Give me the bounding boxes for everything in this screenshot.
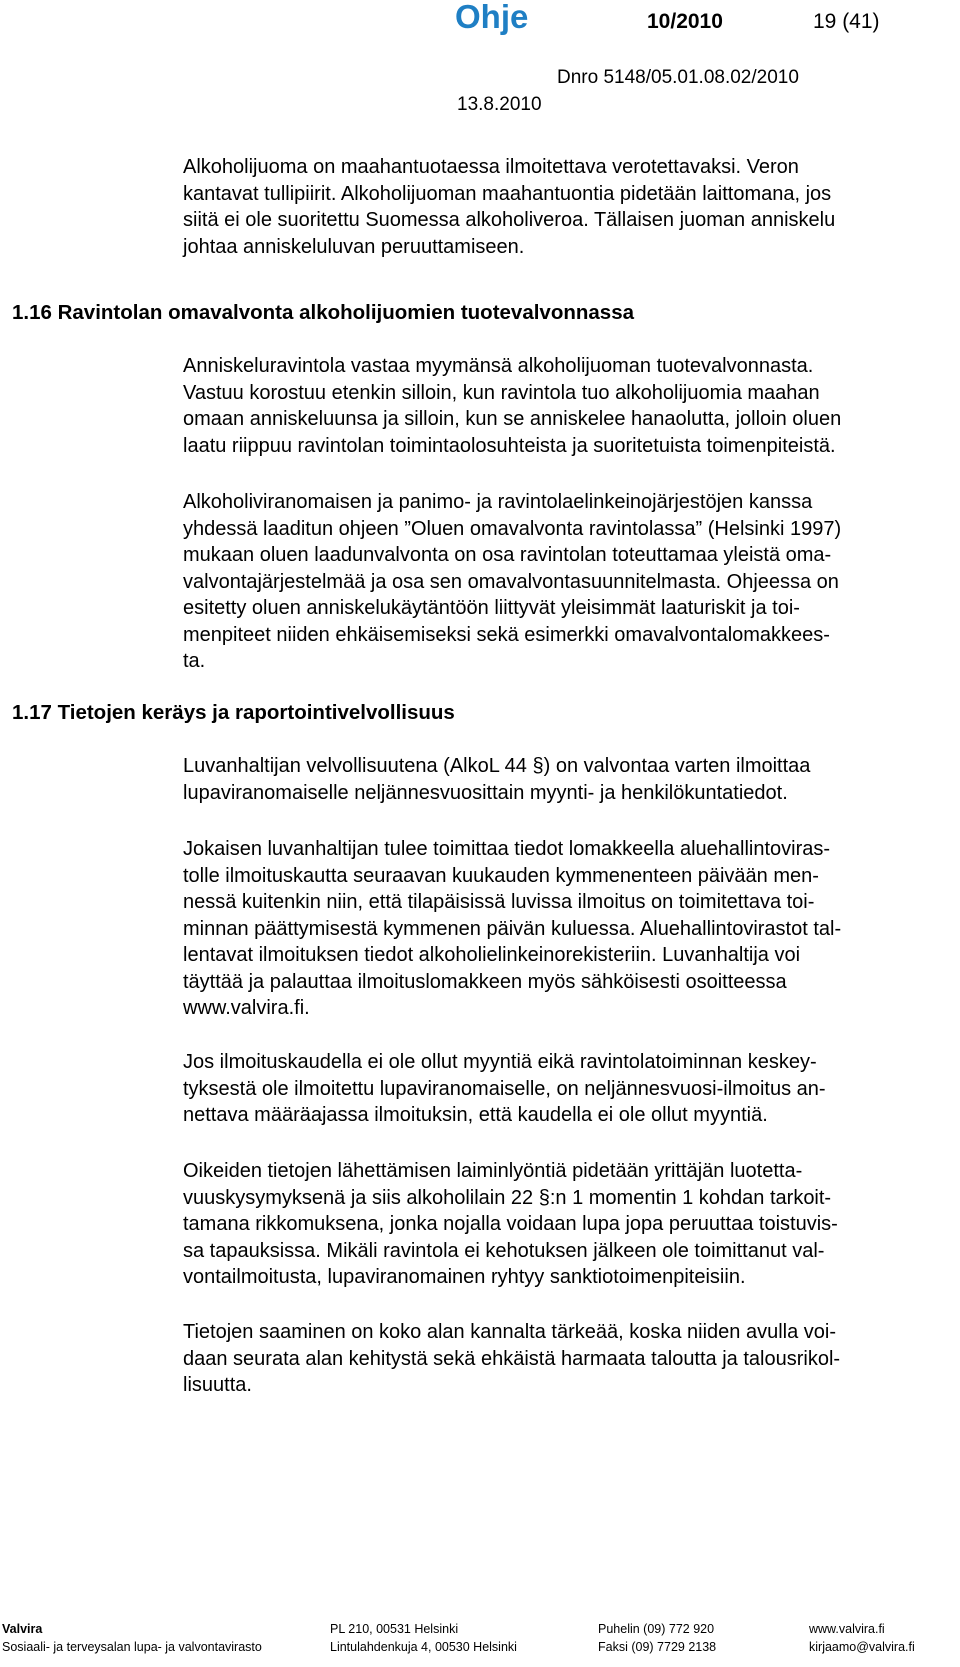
text-line: kantavat tullipiirit. Alkoholijuoman maahantuontia pidetään laittomana, jos bbox=[183, 182, 832, 205]
text-line: daan seurata alan kehitystä sekä ehkäistä harmaata taloutta ja talousrikol- bbox=[183, 1347, 841, 1370]
footer-website-link[interactable]: www.valvira.fi bbox=[809, 1622, 885, 1636]
text-line: menpiteet niiden ehkäisemiseksi sekä esimerkki omavalvontalomakkees- bbox=[183, 623, 830, 646]
paragraph-product-control bbox=[183, 353, 841, 459]
text-line: www.valvira.fi. bbox=[183, 997, 310, 1019]
text-line: nessä kuitenkin niin, että tilapäisissä luvissa ilmoitus on toimitettava toi- bbox=[183, 891, 815, 913]
text-line: laatu riippuu ravintolan toimintaolosuhteista ja suoritetuista toimenpiteistä. bbox=[183, 434, 836, 457]
text-line: Jos ilmoituskaudella ei ole ollut myyntiä eikä ravintolatoiminnan keskey- bbox=[183, 1051, 817, 1073]
paragraph-import bbox=[183, 154, 835, 260]
footer-org-name: Valvira bbox=[2, 1622, 43, 1636]
text-line: tamana rikkomuksena, jonka nojalla voidaan lupa jopa peruuttaa toistuvis- bbox=[183, 1213, 838, 1235]
text-line: lisuutta. bbox=[183, 1374, 252, 1396]
paragraph-beer-guide bbox=[183, 489, 841, 675]
paragraph-submission bbox=[183, 836, 841, 1022]
document-type: Ohje bbox=[455, 0, 529, 35]
text-line: johtaa anniskeluluvan peruuttamiseen. bbox=[183, 235, 525, 258]
footer-street: Lintulahdenkuja 4, 00530 Helsinki bbox=[330, 1640, 517, 1654]
paragraph-reporting-duty bbox=[183, 753, 810, 806]
text-line: Vastuu korostuu etenkin silloin, kun ravintola tuo alkoholijuomia maahan bbox=[183, 381, 820, 404]
text-line: tyksestä ole ilmoitettu lupaviranomaiselle, on neljännesvuosi-ilmoitus an- bbox=[183, 1077, 826, 1100]
text-line: Tietojen saaminen on koko alan kannalta tärkeää, koska niiden avulla voi- bbox=[183, 1321, 836, 1343]
text-line: tolle ilmoituskautta seuraavan kuukauden kymmenenteen päivään men- bbox=[183, 864, 819, 887]
text-line: siitä ei ole suoritettu Suomessa alkoholiveroa. Tällaisen juoman anniskelu bbox=[183, 209, 836, 231]
text-line: ta. bbox=[183, 650, 206, 672]
text-line: Jokaisen luvanhaltijan tulee toimittaa tiedot lomakkeella aluehallintoviras- bbox=[183, 838, 831, 860]
text-line: Anniskeluravintola vastaa myymänsä alkoholijuoman tuotevalvonnasta. bbox=[183, 355, 814, 377]
text-line: nettava määräajassa ilmoituksin, että kaudella ei ole ollut myyntiä. bbox=[183, 1104, 768, 1126]
text-line: omaan anniskeluunsa ja silloin, kun se anniskelee hanaolutta, jolloin oluen bbox=[183, 408, 842, 430]
paragraph-importance bbox=[183, 1319, 840, 1399]
footer-web bbox=[809, 1620, 915, 1656]
paragraph-no-sales bbox=[183, 1049, 826, 1129]
text-line: minnan päättymisestä kymmenen päivän kuluessa. Aluehallintovirastot tal- bbox=[183, 917, 842, 940]
footer-org bbox=[2, 1620, 262, 1656]
document-date: 13.8.2010 bbox=[457, 94, 542, 115]
footer-address bbox=[330, 1620, 517, 1656]
page-number: 19 (41) bbox=[813, 10, 880, 33]
text-line: valvontajärjestelmää ja osa sen omavalvontasuunnitelmasta. Ohjeessa on bbox=[183, 570, 839, 593]
text-line: täyttää ja palauttaa ilmoituslomakkeen myös sähköisesti osoitteessa bbox=[183, 970, 787, 993]
text-line: vontailmoitusta, lupaviranomainen ryhtyy sanktiotoimenpiteisiin. bbox=[183, 1266, 746, 1288]
text-line: Alkoholiviranomaisen ja panimo- ja ravintolaelinkeinojärjestöjen kanssa bbox=[183, 491, 813, 513]
footer-phone: Puhelin (09) 772 920 bbox=[598, 1622, 715, 1636]
section-heading-1-16: 1.16 Ravintolan omavalvonta alkoholijuomien tuotevalvonnassa bbox=[12, 301, 635, 324]
text-line: vuuskysymyksenä ja siis alkoholilain 22 §:n 1 momentin 1 kohdan tarkoit- bbox=[183, 1186, 832, 1209]
text-line: Alkoholijuoma on maahantuotaessa ilmoitettava verotettavaksi. Veron bbox=[183, 156, 799, 178]
text-line: sa tapauksissa. Mikäli ravintola ei kehotuksen jälkeen ole toimittanut val- bbox=[183, 1239, 825, 1262]
paragraph-sanctions bbox=[183, 1158, 838, 1291]
document-reference: Dnro 5148/05.01.08.02/2010 bbox=[557, 67, 799, 88]
footer-contact bbox=[598, 1620, 716, 1656]
text-line: lentavat ilmoituksen tiedot alkoholielinkeinorekisteriin. Luvanhaltija voi bbox=[183, 944, 801, 966]
text-line: esitetty oluen anniskelukäytäntöön liittyvät yleisimmät laaturiskit ja toi- bbox=[183, 597, 800, 619]
footer-email-link[interactable]: kirjaamo@valvira.fi bbox=[809, 1640, 915, 1654]
text-line: lupaviranomaiselle neljännesvuosittain myynti- ja henkilökuntatiedot. bbox=[183, 781, 788, 804]
text-line: yhdessä laaditun ohjeen ”Oluen omavalvonta ravintolassa” (Helsinki 1997) bbox=[183, 517, 842, 540]
text-line: mukaan oluen laadunvalvonta on osa ravintolan toteuttamaa yleistä oma- bbox=[183, 544, 832, 566]
text-line: Luvanhaltijan velvollisuutena (AlkoL 44 §) on valvontaa varten ilmoittaa bbox=[183, 755, 811, 777]
footer-po-box: PL 210, 00531 Helsinki bbox=[330, 1622, 459, 1636]
document-number: 10/2010 bbox=[647, 10, 723, 33]
footer-fax: Faksi (09) 7729 2138 bbox=[598, 1640, 717, 1654]
text-line: Oikeiden tietojen lähettämisen laiminlyöntiä pidetään yrittäjän luotetta- bbox=[183, 1160, 803, 1182]
section-heading-1-17: 1.17 Tietojen keräys ja raportointivelvollisuus bbox=[12, 701, 455, 724]
footer-org-full: Sosiaali- ja terveysalan lupa- ja valvontavirasto bbox=[2, 1640, 262, 1654]
